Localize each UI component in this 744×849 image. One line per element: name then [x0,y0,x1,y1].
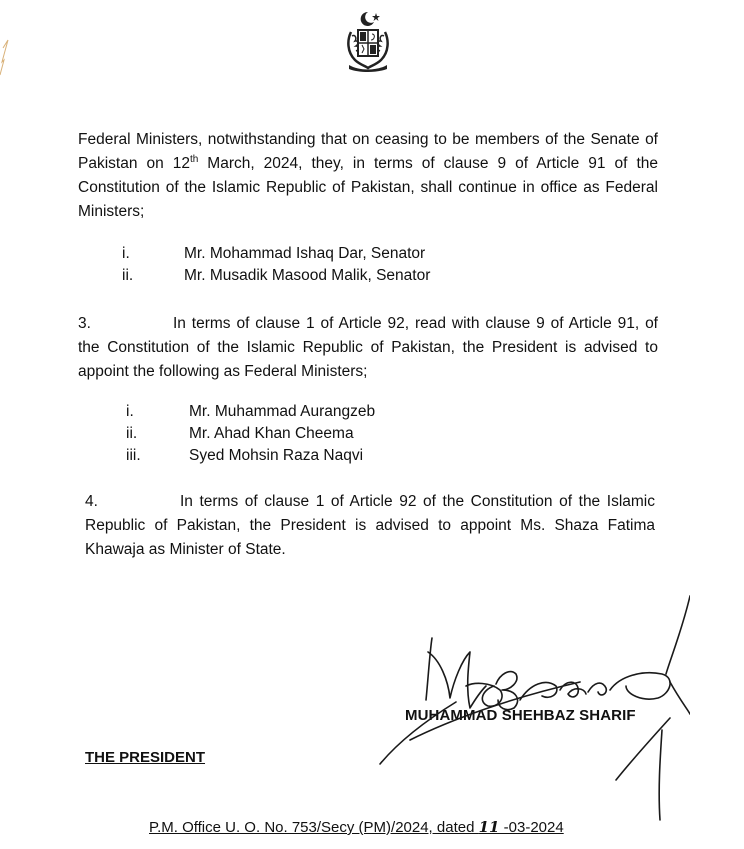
reference-suffix: -03-2024 [499,819,564,836]
list-text: Mr. Muhammad Aurangzeb [189,403,376,420]
list-number: i. [126,403,134,420]
paragraph-4 [85,490,655,562]
intro-superscript: th [189,153,199,165]
addressee: THE PRESIDENT [85,749,206,766]
list-text: Mr. Musadik Masood Malik, Senator [184,267,431,284]
list-number: ii. [122,267,134,284]
intro-text-1: Federal Ministers, notwithstanding that on ceasing to be members of the Senate of Pakistan on 12 [78,131,658,172]
list-text: Mr. Ahad Khan Cheema [189,425,354,442]
list-text: Mr. Mohammad Ishaq Dar, Senator [184,245,426,262]
signatory-name: MUHAMMAD SHEHBAZ SHARIF [405,707,636,724]
list-number: i. [122,245,130,262]
reference-day: 11 [478,818,500,836]
paragraph-4-text: In terms of clause 1 of Article 92 of the Constitution of the Islamic Republic of Pakistan, the President is advised to appoint Ms. Shaza Fatima Khawaja as Minister of State. [85,493,655,558]
intro-text-2: March, 2024, they, in terms of clause 9 of Article 91 of the Constitution of the Islamic Republic of Pakistan, shall continue in office as Federal Ministers; [78,155,658,220]
paragraph-3-text: In terms of clause 1 of Article 92, read with clause 9 of Article 91, of the Constitution of the Islamic Republic of Pakistan, the President is advised to appoint the following as Federal Ministers; [78,315,658,380]
paragraph-4-number: 4. [85,493,98,510]
page-edge-mark [0,0,30,80]
paragraph-3-number: 3. [78,315,91,332]
state-emblem-icon [343,10,393,72]
intro-paragraph [78,128,658,224]
reference-prefix: P.M. Office U. O. No. 753/Secy (PM)/2024, dated [149,819,479,836]
list-number: iii. [126,447,141,464]
handwritten-signature [370,590,690,840]
list-number: ii. [126,425,138,442]
paragraph-3 [78,312,658,384]
reference-line [149,818,564,836]
list-text: Syed Mohsin Raza Naqvi [189,447,364,464]
